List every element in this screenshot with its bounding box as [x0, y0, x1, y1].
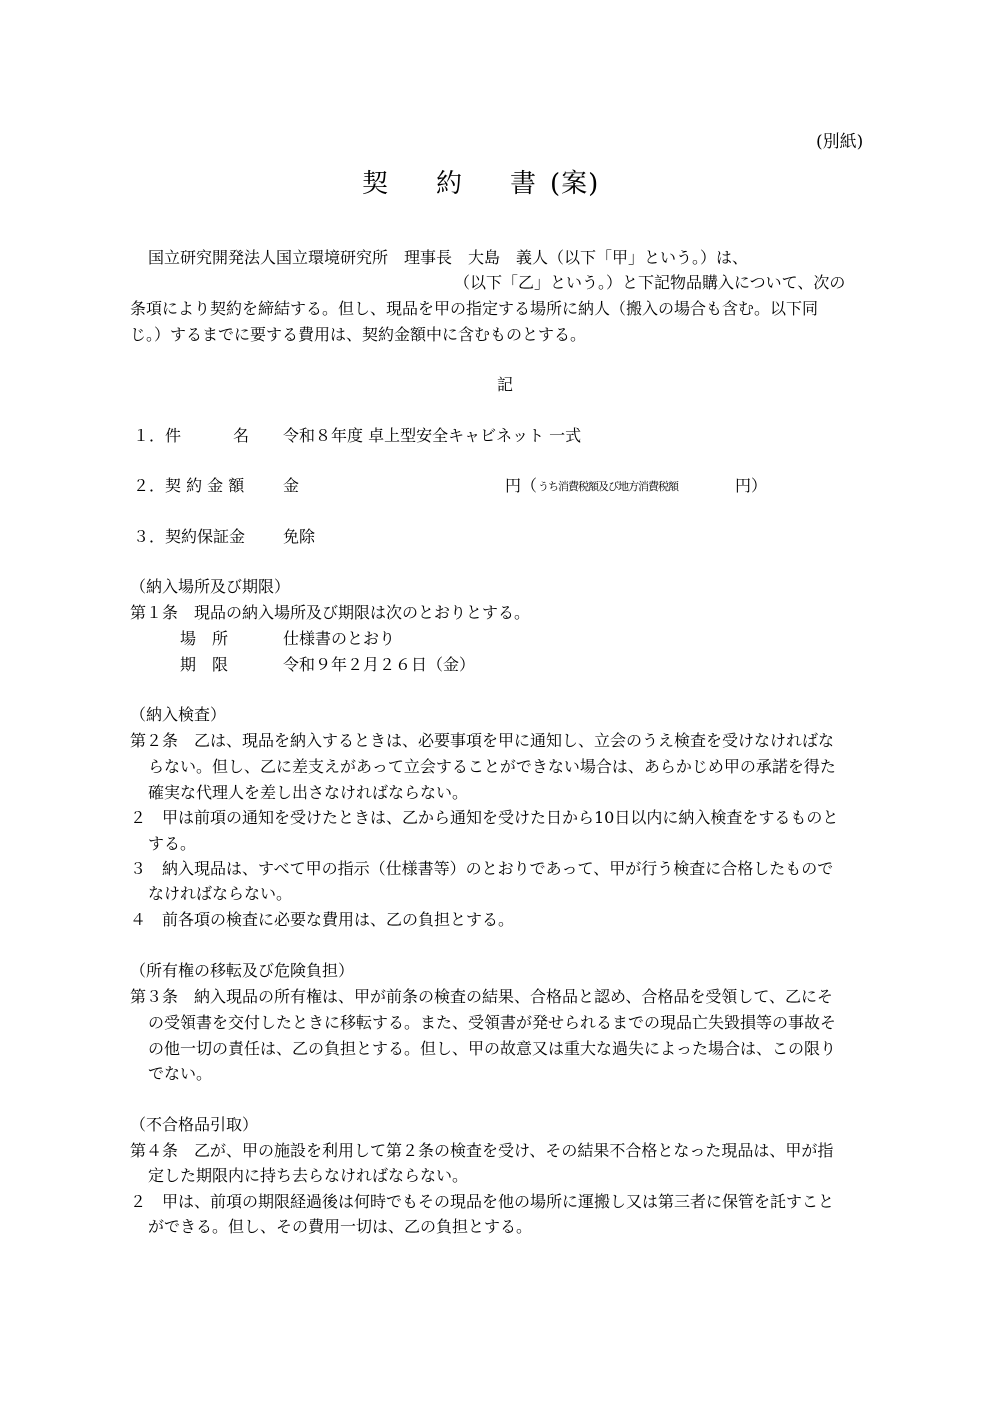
article2-para2-line2: する。	[148, 834, 197, 853]
article2-para1-line3: 確実な代理人を差し出さなければならない。	[148, 783, 469, 802]
article3-line1: 第３条 納入現品の所有権は、甲が前条の検査の結果、合格品と認め、合格品を受領して、乙にそ	[130, 987, 834, 1006]
title-char-4: (案)	[550, 169, 600, 199]
title-char-1: 契	[362, 169, 390, 199]
article3-heading: （所有権の移転及び危険負担）	[130, 961, 355, 980]
article2-para3-line1: ３ 納入現品は、すべて甲の指示（仕様書等）のとおりであって、甲が行う検査に合格したもので	[130, 859, 834, 878]
article1-place-label: 場 所	[180, 629, 229, 648]
title-char-2: 約	[436, 169, 464, 199]
item1-number: １．件	[133, 426, 182, 445]
article1-main: 第１条 現品の納入場所及び期限は次のとおりとする。	[130, 603, 531, 622]
item2-value-prefix: 金	[283, 476, 300, 495]
article1-place-value: 仕様書のとおり	[283, 629, 396, 648]
preamble-line-3: 条項により契約を締結する。但し、現品を甲の指定する場所に納人（搬入の場合も含む。以下同	[130, 299, 819, 318]
article4-para1-line1: 第４条 乙が、甲の施設を利用して第２条の検査を受け、その結果不合格となった現品は、甲が指	[130, 1141, 834, 1160]
article4-para2-line2: ができる。但し、その費用一切は、乙の負担とする。	[148, 1217, 533, 1236]
item2-tax-note: うち消費税額及び地方消費税額	[538, 480, 678, 493]
article2-para1-line2: らない。但し、乙に差支えがあって立会することができない場合は、あらかじめ甲の承諾を得た	[148, 757, 836, 776]
item1-label-tail: 名	[233, 426, 250, 445]
ki-label: 記	[497, 375, 514, 394]
item3-value: 免除	[283, 527, 316, 546]
article1-deadline-label: 期 限	[180, 655, 229, 674]
preamble-line-2: （以下「乙」という。）と下記物品購入について、次の	[454, 273, 846, 292]
article4-para1-line2: 定した期限内に持ち去らなければならない。	[148, 1166, 469, 1185]
article2-para2-line1: ２ 甲は前項の通知を受けたときは、乙から通知を受けた日から10日以内に納入検査をするものと	[130, 808, 839, 827]
item2-yen-1: 円（	[505, 476, 538, 495]
article2-heading: （納入検査）	[130, 705, 227, 724]
article1-heading: （納入場所及び期限）	[130, 577, 291, 596]
article3-line2: の受領書を交付したときに移転する。また、受領書が発せられるまでの現品亡失毀損等の事故そ	[148, 1013, 837, 1032]
article2-para1-line1: 第２条 乙は、現品を納入するときは、必要事項を甲に通知し、立会のうえ検査を受けなければな	[130, 731, 835, 750]
title-char-3: 書	[510, 169, 538, 199]
preamble-line-4: じ。）するまでに要する費用は、契約金額中に含むものとする。	[130, 325, 587, 344]
article2-para3-line2: なければならない。	[148, 884, 293, 903]
article3-line4: でない。	[148, 1064, 213, 1083]
article2-para4-line1: ４ 前各項の検査に必要な費用は、乙の負担とする。	[130, 910, 515, 929]
article1-deadline-value: 令和９年２月２６日（金）	[283, 655, 476, 674]
article3-line3: の他一切の責任は、乙の負担とする。但し、甲の故意又は重大な過失によった場合は、この限り	[148, 1039, 837, 1058]
document-title	[362, 171, 642, 201]
item2-yen-2: 円）	[735, 476, 768, 495]
item3-label: ３．契約保証金	[133, 527, 246, 546]
article4-heading: （不合格品引取）	[130, 1115, 259, 1134]
preamble-line-1: 国立研究開発法人国立環境研究所 理事長 大島 義人（以下「甲」という。）は、	[148, 248, 749, 267]
item2-label: ２．契 約 金 額	[133, 476, 245, 495]
attachment-label: (別紙)	[816, 132, 864, 152]
item1-value: 令和８年度 卓上型安全キャビネット 一式	[283, 426, 582, 445]
article4-para2-line1: ２ 甲は、前項の期限経過後は何時でもその現品を他の場所に運搬し又は第三者に保管を託すこと	[130, 1192, 835, 1211]
